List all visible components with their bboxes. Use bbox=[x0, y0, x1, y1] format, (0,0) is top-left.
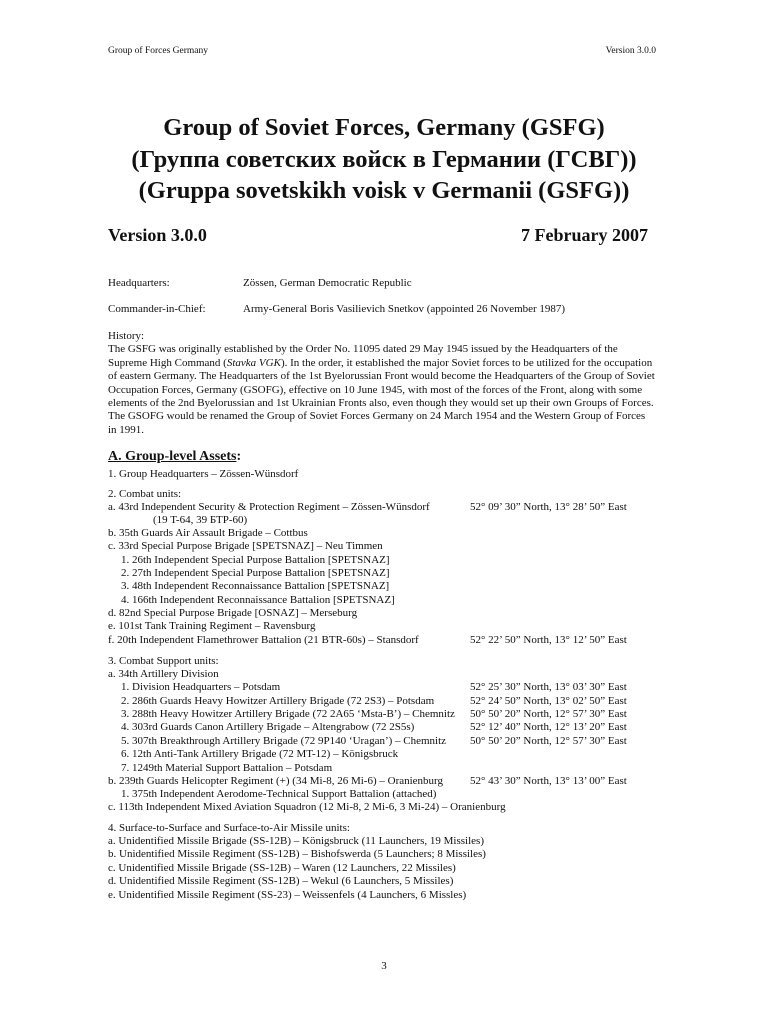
asset-line: c. Unidentified Missile Brigade (SS-12B) – Waren (12 Launchers, 22 Missiles) bbox=[108, 862, 456, 874]
asset-line: e. 101st Tank Training Regiment – Ravensburg bbox=[108, 620, 316, 632]
asset-line: c. 113th Independent Mixed Aviation Squadron (12 Mi-8, 2 Mi-6, 3 Mi-24) – Oranienburg bbox=[108, 801, 506, 813]
title-line-1: Group of Soviet Forces, Germany (GSFG) bbox=[163, 114, 605, 141]
running-header-right: Version 3.0.0 bbox=[605, 46, 656, 56]
version-label: Version 3.0.0 bbox=[108, 225, 207, 245]
version-date: 7 February 2007 bbox=[521, 225, 648, 245]
asset-coordinates: 52° 24’ 50” North, 13° 02’ 50” East bbox=[470, 695, 627, 707]
history-label: History: bbox=[108, 330, 145, 342]
history-italic: Stavka VGK bbox=[226, 356, 281, 369]
asset-line: b. 239th Guards Helicopter Regiment (+) (34 Mi-8, 26 Mi-6) – Oranienburg bbox=[108, 775, 444, 787]
asset-line: 3. Combat Support units: bbox=[108, 655, 219, 667]
asset-line: c. 33rd Special Purpose Brigade [SPETSNAZ] – Neu Timmen bbox=[108, 540, 383, 552]
asset-line: 6. 12th Anti-Tank Artillery Brigade (72 MT-12) – Königsbruck bbox=[121, 748, 399, 760]
hq-label: Headquarters: bbox=[108, 277, 170, 289]
asset-line: 7. 1249th Material Support Battalion – Potsdam bbox=[121, 762, 333, 774]
asset-line: a. Unidentified Missile Brigade (SS-12B) – Königsbruck (11 Launchers, 19 Missiles) bbox=[108, 835, 484, 847]
running-header-left: Group of Forces Germany bbox=[108, 46, 208, 56]
section-title: A. Group-level Assets bbox=[108, 449, 237, 464]
asset-coordinates: 52° 25’ 30” North, 13° 03’ 30” East bbox=[470, 681, 627, 693]
asset-line: 2. Combat units: bbox=[108, 488, 182, 500]
asset-line: e. Unidentified Missile Regiment (SS-23) – Weissenfels (4 Launchers, 6 Missles) bbox=[108, 889, 467, 901]
page-number: 3 bbox=[381, 960, 387, 972]
history-paragraph bbox=[108, 343, 656, 437]
asset-line: (19 T-64, 39 БТР-60) bbox=[153, 514, 248, 526]
asset-line: 3. 48th Independent Reconnaissance Battalion [SPETSNAZ] bbox=[121, 580, 390, 592]
asset-coordinates: 52° 12’ 40” North, 12° 13’ 20” East bbox=[470, 721, 627, 733]
history-text-2: ). In the order, it established the major Soviet forces to be utilized for the occupation of eastern Germany. The Headquarters of the 1st Byelorussian Front would become the Headquarters of the Group of Soviet Occupation Forces, Germany (GSOFG), effective on 10 June 1945, with most of the forces of the Front, along with some elements of the 2nd Byelorussian and 1st Ukrainian Fronts also, even though they would set up their own Groups of Forces. The GSOFG would be renamed the Group of Soviet Forces Germany on 24 March 1954 and the Western Group of Forces in 1991. bbox=[108, 356, 655, 436]
asset-line: 2. 27th Independent Special Purpose Battalion [SPETSNAZ] bbox=[121, 567, 390, 579]
hq-value: Zössen, German Democratic Republic bbox=[243, 277, 412, 289]
asset-line: 1. Division Headquarters – Potsdam bbox=[121, 681, 281, 693]
asset-line: 5. 307th Breakthrough Artillery Brigade (72 9P140 ‘Uragan’) – Chemnitz bbox=[121, 735, 447, 747]
asset-line: 4. 303rd Guards Canon Artillery Brigade – Altengrabow (72 2S5s) bbox=[121, 721, 415, 733]
section-heading bbox=[108, 449, 241, 465]
history-block bbox=[108, 330, 656, 437]
asset-line: 2. 286th Guards Heavy Howitzer Artillery Brigade (72 2S3) – Potsdam bbox=[121, 695, 435, 707]
asset-coordinates: 52° 43’ 30” North, 13° 13’ 00” East bbox=[470, 775, 627, 787]
asset-line: 1. 375th Independent Aerodome-Technical Support Battalion (attached) bbox=[121, 788, 437, 800]
commander-label: Commander-in-Chief: bbox=[108, 303, 206, 315]
asset-coordinates: 52° 09’ 30” North, 13° 28’ 50” East bbox=[470, 501, 627, 513]
asset-coordinates: 50° 50’ 20” North, 12° 57’ 30” East bbox=[470, 708, 627, 720]
title-line-3: (Gruppa sovetskikh voisk v Germanii (GSFG)) bbox=[138, 177, 630, 204]
asset-line: a. 34th Artillery Division bbox=[108, 668, 219, 680]
title-line-2: (Группа советских войск в Германии (ГСВГ)) bbox=[131, 146, 637, 173]
asset-line: f. 20th Independent Flamethrower Battalion (21 BTR-60s) – Stansdorf bbox=[108, 634, 419, 646]
asset-line: b. Unidentified Missile Regiment (SS-12B) – Bishofswerda (5 Launchers; 8 Missiles) bbox=[108, 848, 486, 860]
asset-line: 1. 26th Independent Special Purpose Battalion [SPETSNAZ] bbox=[121, 554, 390, 566]
asset-coordinates: 52° 22’ 50” North, 13° 12’ 50” East bbox=[470, 634, 627, 646]
asset-line: 4. 166th Independent Reconnaissance Battalion [SPETSNAZ] bbox=[121, 594, 395, 606]
section-colon: : bbox=[236, 449, 242, 464]
asset-line: a. 43rd Independent Security & Protection Regiment – Zössen-Wünsdorf bbox=[108, 501, 430, 513]
asset-line: d. 82nd Special Purpose Brigade [OSNAZ] – Merseburg bbox=[108, 607, 358, 619]
asset-line: b. 35th Guards Air Assault Brigade – Cottbus bbox=[108, 527, 308, 539]
asset-line: 4. Surface-to-Surface and Surface-to-Air Missile units: bbox=[108, 822, 350, 834]
asset-line: d. Unidentified Missile Regiment (SS-12B) – Wekul (6 Launchers, 5 Missiles) bbox=[108, 875, 454, 887]
asset-coordinates: 50° 50’ 20” North, 12° 57’ 30” East bbox=[470, 735, 627, 747]
asset-line: 3. 288th Heavy Howitzer Artillery Brigade (72 2A65 ‘Msta-B’) – Chemnitz bbox=[121, 708, 455, 720]
history-text-1: The GSFG was originally established by the Order No. 11095 dated 29 May 1945 issued by the Headquarters of the Supreme High Command ( bbox=[108, 343, 618, 369]
asset-line: 1. Group Headquarters – Zössen-Wünsdorf bbox=[108, 468, 299, 480]
commander-value: Army-General Boris Vasilievich Snetkov (appointed 26 November 1987) bbox=[243, 303, 566, 315]
